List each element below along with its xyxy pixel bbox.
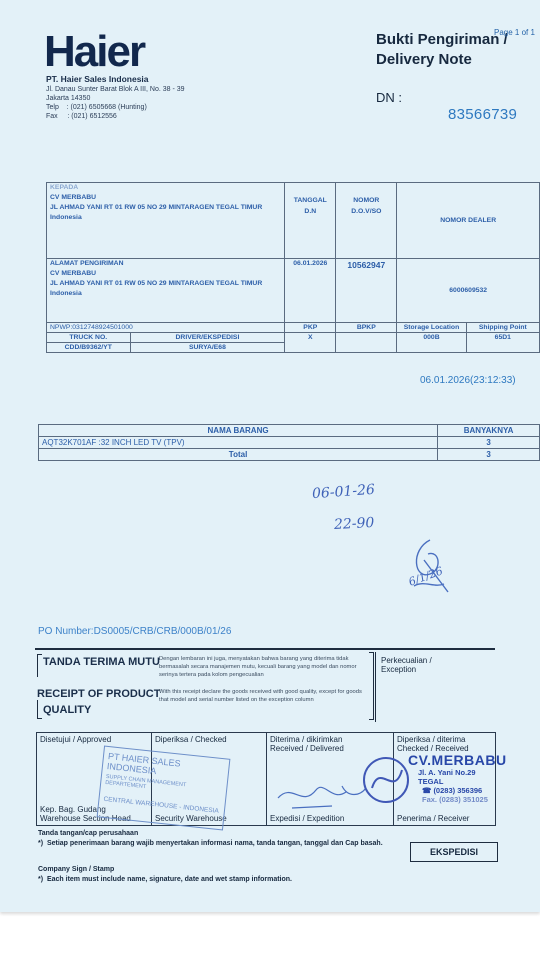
shipping-label: Shipping Point xyxy=(466,323,539,333)
company-address-line2: Jakarta 14350 xyxy=(46,95,91,102)
company-address-line1: Jl. Danau Sunter Barat Blok A III, No. 38 - 39 xyxy=(46,86,185,93)
bracket-right xyxy=(369,652,374,720)
nomor-label: NOMOR xyxy=(353,197,380,204)
exception-label-line2: Exception xyxy=(381,665,417,674)
pkp-value: X xyxy=(285,333,336,353)
item-qty: 3 xyxy=(438,437,540,449)
checked-bottom: Security Warehouse xyxy=(155,814,227,823)
expedition-bottom: Expedisi / Expedition xyxy=(270,814,345,823)
customer-country: Indonesia xyxy=(50,214,82,221)
company-sign-label: Company Sign / Stamp xyxy=(38,866,115,873)
table-row xyxy=(47,183,540,259)
ekspedisi-box: EKSPEDISI xyxy=(410,842,498,862)
table-row xyxy=(47,323,540,333)
do-number: 10562947 xyxy=(336,259,397,323)
receipt-title-line1: RECEIPT OF PRODUCT xyxy=(37,688,161,700)
receiver-bottom: Penerima / Receiver xyxy=(397,814,470,823)
bracket-left xyxy=(37,654,42,677)
received-delivered-title-line2: Received / Delivered xyxy=(270,744,344,753)
tanggal-header xyxy=(285,183,336,259)
dealer-number: 6000609532 xyxy=(397,259,540,323)
handwritten-initials: 6/1/26 xyxy=(406,564,445,589)
haier-logo: Haier xyxy=(44,27,145,76)
merbabu-stamp-phone xyxy=(422,786,500,795)
tanda-terima-text: Dengan lembaran ini juga, menyatakan bahwa barang yang diterima tidak bermasalah secara manajemen mutu, kecuali barang yang model dan nomor serinya tertera pada kolom pengecualian xyxy=(159,656,357,678)
print-timestamp: 06.01.2026(23:12:33) xyxy=(420,375,516,386)
merbabu-stamp-fax: Fax. (0283) 351025 xyxy=(422,795,488,804)
checked-title: Diperiksa / Checked xyxy=(155,735,227,744)
received-delivered-title-line1: Diterima / dikirimkan xyxy=(270,735,343,744)
merbabu-stamp-phone-value: (0283) 356396 xyxy=(433,786,483,795)
document-title-line2: Delivery Note xyxy=(376,51,472,68)
nomor-sub: D.O.V/SO xyxy=(351,208,382,215)
customer-name: CV MERBABU xyxy=(50,194,97,201)
items-header-row xyxy=(39,425,540,437)
table-row xyxy=(47,333,540,343)
npwp: NPWP:0312748924501000 xyxy=(47,323,285,333)
stamp1-line2: SUPPLY CHAIN MANAGEMENT DEPARTEMENT xyxy=(104,773,187,791)
total-qty: 3 xyxy=(438,449,540,461)
exception-label xyxy=(381,656,432,674)
dn-number: 83566739 xyxy=(448,106,518,123)
checked-received-title-line2: Checked / Received xyxy=(397,744,469,753)
po-number: PO Number:DS0005/CRB/CRB/000B/01/26 xyxy=(38,626,232,637)
ship-name: CV MERBABU xyxy=(50,270,97,277)
merbabu-stamp-address: Jl. A. Yani No.29 TEGAL xyxy=(418,768,476,786)
company-sign-note: *) Each item must include name, signature, date and wet stamp information. xyxy=(38,876,292,883)
pkp-label: PKP xyxy=(285,323,336,333)
nomor-header xyxy=(336,183,397,259)
ship-address: JL AHMAD YANI RT 01 RW 05 NO 29 MINTARAGEN TEGAL TIMUR xyxy=(50,280,263,287)
merbabu-stamp xyxy=(380,752,507,804)
nomor-dealer-header: NOMOR DEALER xyxy=(397,183,540,259)
driver-label: DRIVER/EKSPEDISI xyxy=(130,333,285,343)
stamp1-line3: CENTRAL WAREHOUSE - INDONESIA xyxy=(103,795,220,815)
approved-bottom-line2: Warehouse Section Head xyxy=(40,814,131,823)
driver-value: SURYA/E68 xyxy=(130,343,285,353)
delivery-info-table xyxy=(46,182,540,353)
exception-label-line1: Perkecualian / xyxy=(381,656,432,665)
phone-icon: ☎ xyxy=(422,786,434,795)
tanggal-label: TANGGAL xyxy=(293,197,327,204)
merbabu-stamp-name: CV.MERBABU xyxy=(408,752,507,768)
document-title xyxy=(376,30,508,70)
company-name: PT. Haier Sales Indonesia xyxy=(46,74,149,84)
kepada-label: KEPADA xyxy=(50,184,79,191)
checked-received-title-line1: Diperiksa / diterima xyxy=(397,735,466,744)
dn-label: DN : xyxy=(376,90,402,105)
receipt-title-line2: QUALITY xyxy=(43,704,92,716)
sign-note: *) Setiap penerimaan barang wajib menyertakan informasi nama, tanda tangan, tanggal dan Cap basah. xyxy=(38,840,383,847)
haier-warehouse-stamp xyxy=(97,746,231,831)
approved-bottom-line1: Kep. Bag. Gudang xyxy=(40,805,106,814)
alamat-cell xyxy=(47,259,285,323)
storage-value: 000B xyxy=(397,333,466,353)
sign-label: Tanda tangan/cap perusahaan xyxy=(38,830,139,837)
stamp1-line1: PT HAIER SALES INDONESIA xyxy=(106,751,182,777)
items-table xyxy=(38,424,540,461)
kepada-cell xyxy=(47,183,285,259)
handwritten-date: 06-01-26 xyxy=(311,481,376,503)
approved-title: Disetujui / Approved xyxy=(40,735,112,744)
truck-label: TRUCK NO. xyxy=(47,333,131,343)
table-row xyxy=(39,437,540,449)
tanda-terima-title: TANDA TERIMA MUTU xyxy=(43,656,160,668)
bracket-left-bottom xyxy=(37,700,42,719)
bpkp-value xyxy=(336,333,397,353)
ship-country: Indonesia xyxy=(50,290,82,297)
handwritten-signature-icon xyxy=(400,530,460,600)
storage-label: Storage Location xyxy=(397,323,466,333)
tanggal-sub: D.N xyxy=(304,208,317,215)
total-label: Total xyxy=(39,449,438,461)
receipt-top-rule xyxy=(35,648,495,650)
truck-value: CDD/B9362/YT xyxy=(47,343,131,353)
exception-divider xyxy=(375,652,376,722)
alamat-label: ALAMAT PENGIRIMAN xyxy=(50,260,124,267)
expedition-signature-icon xyxy=(272,768,372,818)
customer-address: JL AHMAD YANI RT 01 RW 05 NO 29 MINTARAGEN TEGAL TIMUR xyxy=(50,204,263,211)
handwritten-number: 22-90 xyxy=(333,514,375,534)
table-row xyxy=(39,449,540,461)
document-title-line1: Bukti Pengiriman / xyxy=(376,31,508,48)
shipping-value: 65D1 xyxy=(466,333,539,353)
receipt-text: With this receipt declare the goods received with good quality, except for goods that model and serial number listed on the exception column xyxy=(159,689,362,703)
receipt-section xyxy=(35,648,495,726)
bpkp-label: BPKP xyxy=(336,323,397,333)
company-telp: Telp : (021) 6505668 (Hunting) xyxy=(46,104,147,111)
page-indicator: Page 1 of 1 xyxy=(494,28,535,37)
table-row xyxy=(47,259,540,323)
col-nama-barang: NAMA BARANG xyxy=(39,425,438,437)
item-name: AQT32K701AF :32 INCH LED TV (TPV) xyxy=(39,437,438,449)
company-fax: Fax : (021) 6512556 xyxy=(46,113,117,120)
col-banyaknya: BANYAKNYA xyxy=(438,425,540,437)
date-value: 06.01.2026 xyxy=(285,259,336,323)
